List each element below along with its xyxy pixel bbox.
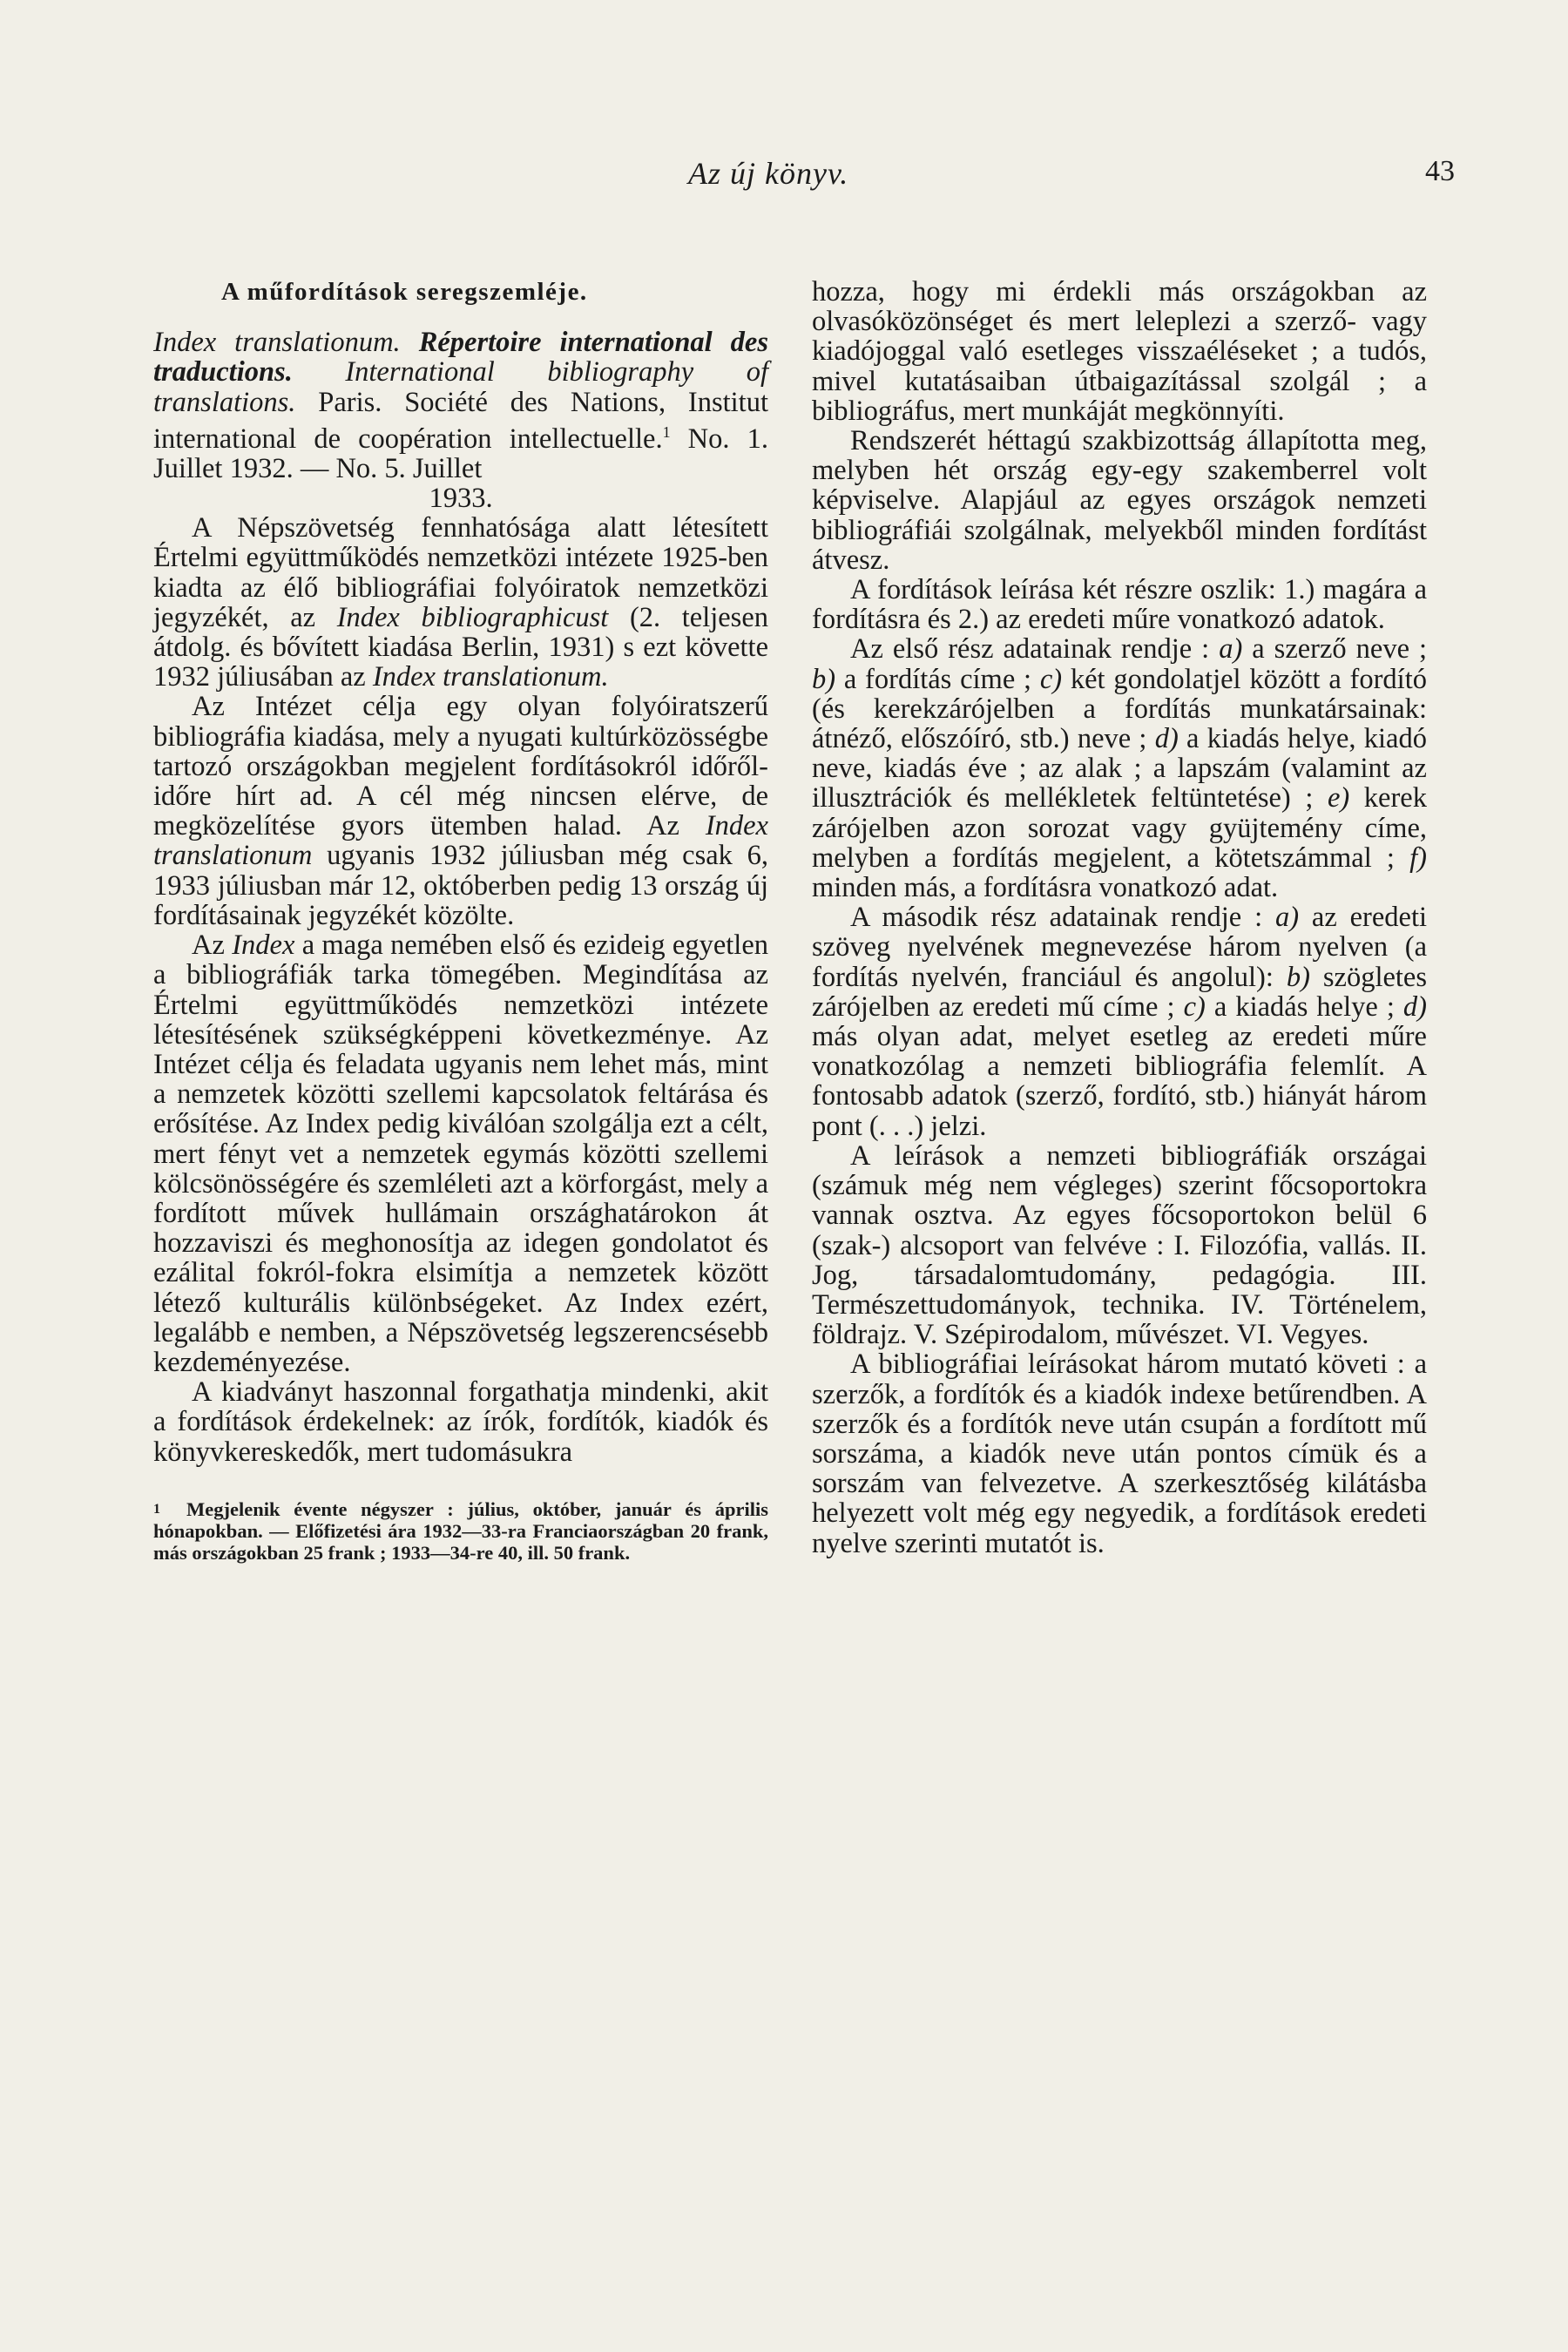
text-run: két gondolatjel között a fordító (és kerekzárójelben a fordítás munkatársainak: átnéző, előszóíró, stb.) neve ; — [812, 663, 1427, 755]
footnote-reference: 1 — [662, 422, 671, 441]
list-letter: d) — [1402, 990, 1427, 1023]
paragraph: A leírások a nemzeti bibliográfiák országai (számuk még nem végleges) szerint főcsoportokra vannak osztva. Az egyes főcsoportokon belül 6 (szak-) alcsoport van felvéve : I. Filozófia, vallás. II. Jog, társadalomtudomány, pedagógia. III. Természettudományok, technika. IV. Történelem, földrajz. V. Szépirodalom, művészet. VI. Vegyes. — [812, 1139, 1427, 1351]
text-run: a kiadás helye ; — [1205, 990, 1403, 1023]
footnote — [153, 1498, 768, 1564]
paragraph — [153, 513, 768, 692]
text-run: szögletes zárójelben az eredeti mű címe ; — [812, 961, 1428, 1023]
page-number: 43 — [1425, 155, 1455, 187]
text-run: ugyanis 1932 júliusban még csak 6, 1933 júliusban már 12, októberben pedig 13 ország új fordításainak jegyzékét közölte. — [153, 840, 768, 931]
paragraph: Rendszerét héttagú szakbizottság állapította meg, melyben hét ország egy-egy szakemberrel volt képviselve. Alapjául az egyes országok nemzeti bibliográfiái szolgálnak, melyekből minden fordítást átvesz. — [812, 425, 1427, 576]
list-letter: d) — [1154, 723, 1179, 755]
list-letter: c) — [1039, 663, 1063, 695]
list-letter: a) — [1219, 633, 1243, 666]
paragraph — [812, 634, 1427, 902]
citation-title-fr-a: Index translationum. — [153, 327, 401, 359]
text-run: (2. teljesen átdolg. és bővített kiadása Berlin, 1931) s ezt követte 1932 júliusában az — [153, 601, 769, 693]
text-run: a maga nemében első és ezideig egyetlen a bibliográfiák tarka tömegében. Megindítása az Értelmi együttműködés nemzetközi intézete létesítésének szükségképpeni következménye. Az Intézet célja és feladata ugyanis nem lehet más, mint a nemzetek közötti szellemi kapcsolatok feltárása és erősítése. Az Index pedig kiválóan szolgálja ezt a célt, mert fényt vet a nemzetek egymás közötti szellemi kölcsönösségére és szemléleti azt a körforgást, mely a fordított művek hullámain országhatárokon át hozzaviszi és meghonosítja az idegen gondolatot és ezálital fokról-fokra elsimítja a nemzetek között létező kulturális különbségeket. Az Index ezért, legalább e nemben, a Népszövetség legszerencsésebb kezdeményezése. — [153, 929, 768, 1378]
paragraph — [153, 930, 768, 1377]
italic-title: Index bibliographicust — [336, 601, 609, 633]
citation-year-end: 1933. — [429, 483, 493, 515]
citation-issues: No. 1. Juillet 1932. — No. 5. Juillet — [153, 422, 768, 484]
text-run: Az első rész adatainak rendje : — [850, 633, 1220, 666]
paragraph: hozza, hogy mi érdekli más országokban az olvasóközönséget és mert leleplezi a szerző- vagy kiadójoggal való esetleges visszaéléseket ; a tudós, mivel kutatásaiban útbaigazítással szolgál ; a bibliográfus, mert munkáját megkönnyíti. — [812, 276, 1427, 427]
text-run: a szerző neve ; — [1242, 633, 1428, 666]
text-run: kerek zárójelben azon sorozat vagy gyüjtemény címe, melyben a fordítás megjelent, a kötetszámmal ; — [812, 782, 1427, 874]
footnote-number: 1 — [153, 1501, 160, 1517]
citation-title-fr-b: Répertoire international des traductions. — [153, 327, 769, 389]
text-run: a kiadás helye, kiadó neve, kiadás éve ; az alak ; a lapszám (valamint az illusztrációk és mellékletek feltüntetése) ; — [812, 723, 1427, 814]
text-run: más olyan adat, melyet esetleg az eredeti műre vonatkozólag a nemzeti bibliográfia felemlít. A fontosabb adatok (szerző, fordító, stb.) hiányát három pont (. . .) jelzi. — [812, 1021, 1427, 1142]
text-run: Az Intézet célja egy olyan folyóiratszerű bibliográfia kiadása, mely a nyugati kultúrközösségbe tartozó országokban megjelent fordításokról időről-időre hírt ad. A cél még nincsen elérve, de megközelítése gyors ütemben halad. Az — [153, 691, 768, 842]
text-run: a fordítás címe ; — [835, 663, 1040, 695]
citation-title-en: International bibliography of translations. — [153, 356, 768, 418]
right-column — [812, 277, 1427, 1558]
paragraph: A fordítások leírása két részre oszlik: 1.) magára a fordításra és 2.) az eredeti műre vonatkozó adatok. — [812, 574, 1427, 636]
list-letter: b) — [1286, 961, 1310, 993]
paragraph — [812, 902, 1427, 1141]
text-run: minden más, a fordításra vonatkozó adat. — [812, 872, 1279, 904]
text-run: az eredeti szöveg nyelvének megnevezése három nyelven (a fordítás nyelvén, franciául és angolul): — [812, 902, 1427, 993]
paragraph — [153, 692, 768, 930]
list-letter: e) — [1327, 782, 1350, 814]
section-heading: A műfordítások seregszemléje. — [221, 278, 588, 306]
paragraph: A bibliográfiai leírásokat három mutató követi : a szerzők, a fordítók és a kiadók indexe betűrendben. A szerzők és a fordítók neve után csupán a fordított mű sorszáma, a kiadók neve után pontos címük és a sorszám van felvezetve. A szerkesztőség kilátásba helyezett volt még egy negyedik, a fordítások eredeti nyelve szerinti mutatót is. — [812, 1348, 1427, 1559]
list-letter: b) — [812, 663, 836, 695]
list-letter: f) — [1409, 841, 1427, 874]
text-run: Az — [192, 929, 233, 962]
italic-title: Index translationum — [153, 810, 768, 872]
text-run: A Népszövetség fennhatósága alatt létesített Értelmi együttműködés nemzetközi intézete 1925-ben kiadta az élő bibliográfiai folyóiratok nemzetközi jegyzékét, az — [153, 512, 768, 633]
italic-title: Index — [232, 929, 295, 962]
italic-title: Index translationum. — [372, 661, 609, 693]
paragraph: A kiadványt haszonnal forgathatja mindenki, akit a fordítások érdekelnek: az írók, fordítók, kiadók és könyvkereskedők, mert tudomásukra — [153, 1376, 768, 1468]
footnote-text: Megjelenik évente négyszer : július, október, január és április hónapokban. — Előfizetési ára 1932—33-ra Franciaországban 20 frank, más országokban 25 frank ; 1933—34-re 40, ill. 50 frank. — [153, 1497, 768, 1564]
bibliographic-citation — [153, 328, 768, 513]
left-column — [153, 277, 768, 1564]
text-run: A második rész adatainak rendje : — [850, 902, 1275, 934]
running-title: Az új könyv. — [688, 156, 849, 191]
citation-publisher: Paris. Société des Nations, Institut international de coopération intellectuelle. — [153, 386, 768, 455]
list-letter: c) — [1183, 990, 1206, 1023]
list-letter: a) — [1274, 902, 1300, 934]
